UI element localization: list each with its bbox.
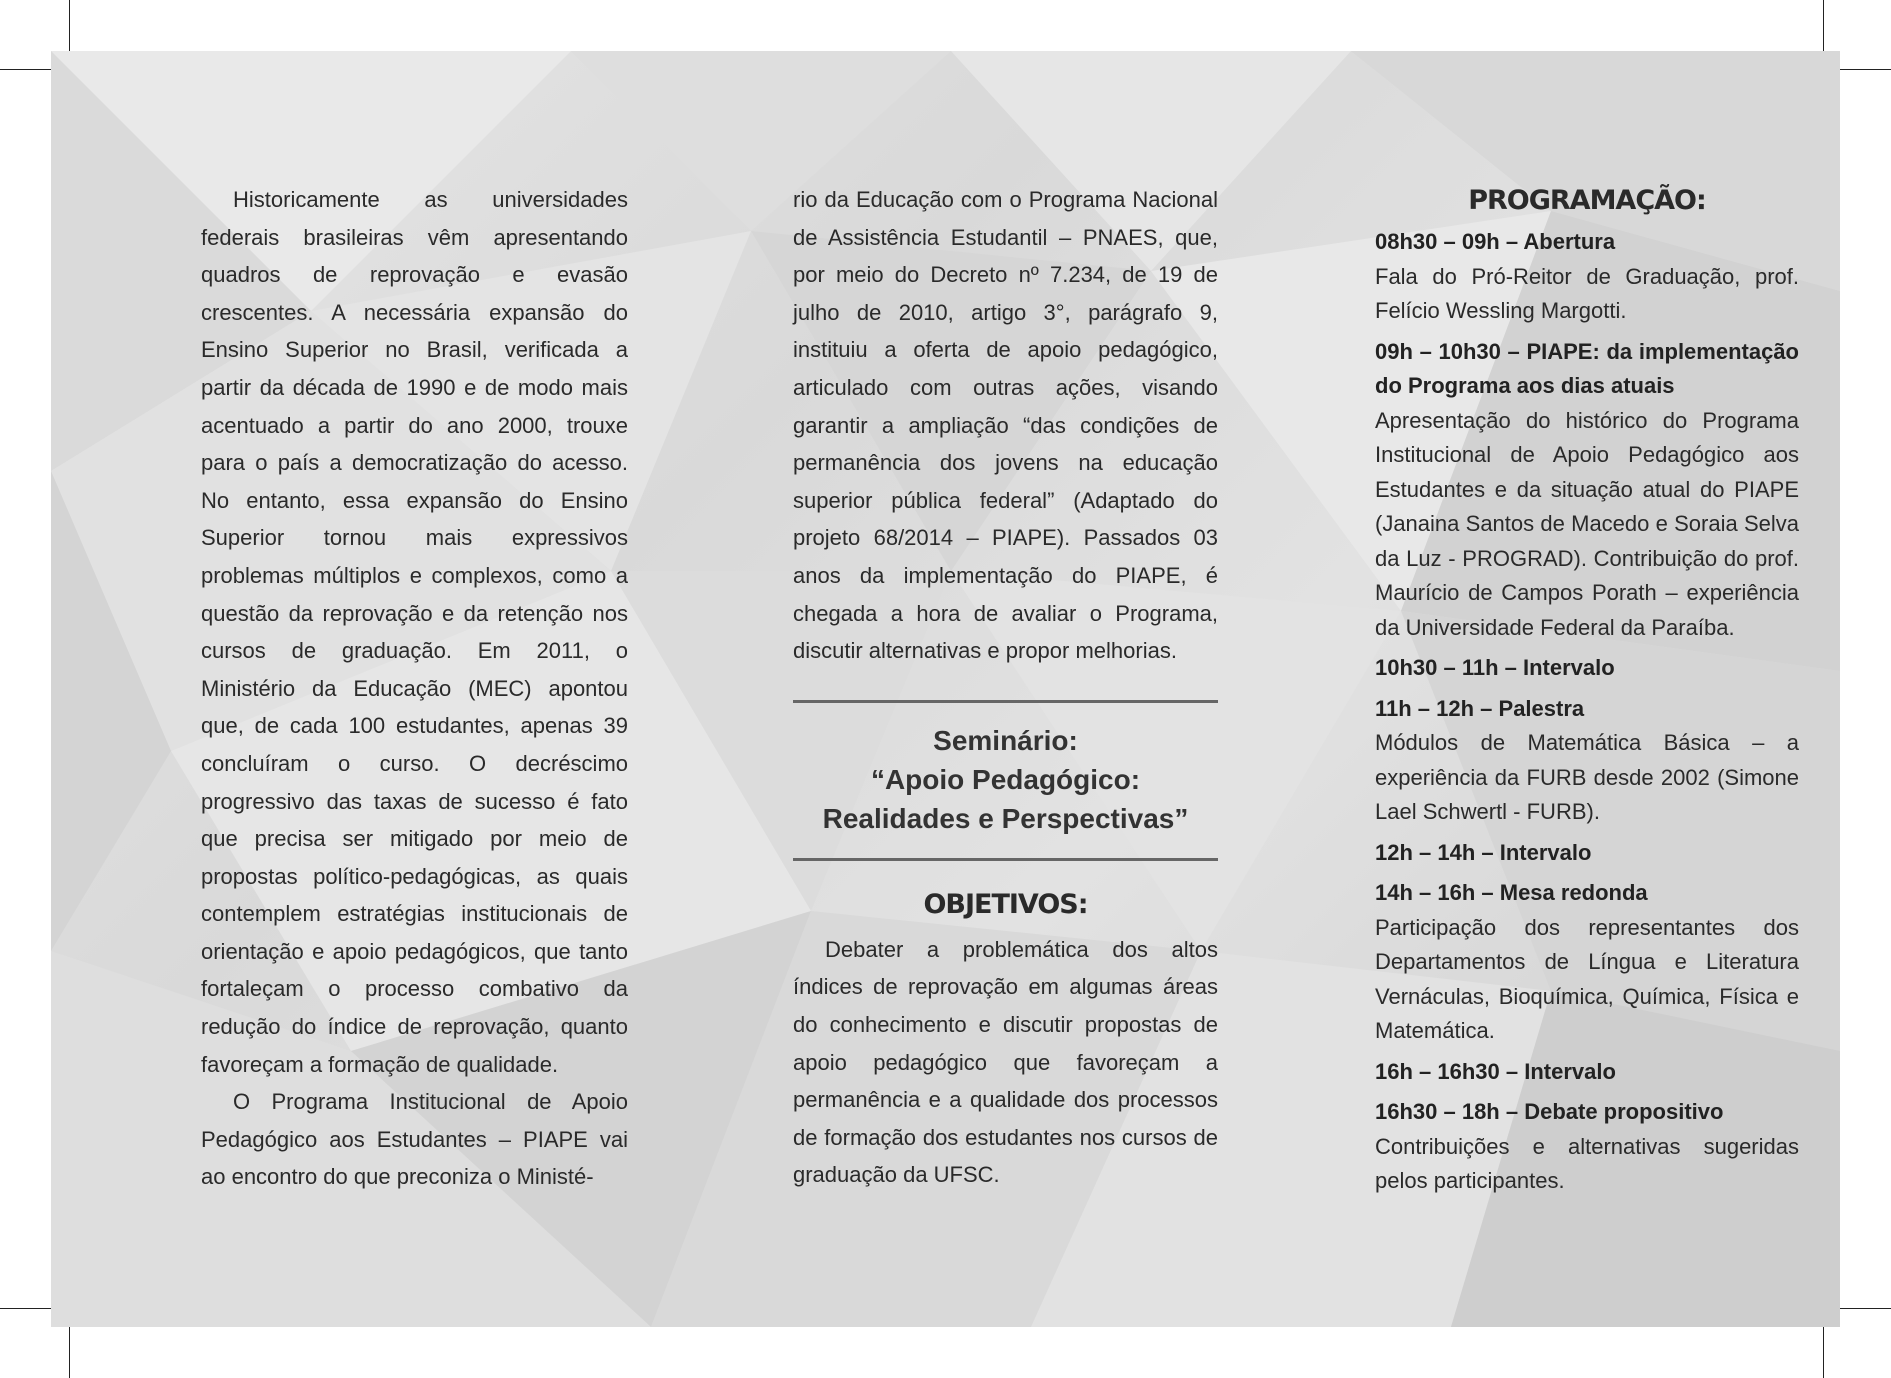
divider	[793, 858, 1218, 861]
crop-mark	[1838, 1308, 1891, 1309]
schedule-item	[1375, 876, 1799, 1049]
schedule-time: 16h30 – 18h – Debate propositivo	[1375, 1099, 1724, 1124]
schedule-description: Contribuições e alternativas sugeridas pelos participantes.	[1375, 1133, 1799, 1193]
schedule-item	[1375, 225, 1799, 329]
intro-paragraph: O Programa Institucional de Apoio Pedagógico aos Estudantes – PIAPE vai ao encontro do que preconiza o Ministé-	[201, 1089, 628, 1190]
schedule-description: Participação dos representantes dos Departamentos de Língua e Literatura Vernáculas, Bioquímica, Química, Física e Matemática.	[1375, 914, 1799, 1043]
schedule-description: Módulos de Matemática Básica – a experiência da FURB desde 2002 (Simone Lael Schwertl - FURB).	[1375, 730, 1799, 824]
schedule-item	[1375, 836, 1799, 871]
crop-mark	[69, 1322, 70, 1378]
intro-column	[201, 181, 628, 1196]
program-column	[1375, 181, 1799, 1205]
schedule-item	[1375, 1095, 1799, 1199]
crop-mark	[0, 69, 56, 70]
schedule-time: 11h – 12h – Palestra	[1375, 695, 1585, 721]
schedule-item	[1375, 692, 1799, 830]
seminar-title-line: Seminário:	[933, 724, 1078, 756]
continuation-paragraph: rio da Educação com o Programa Nacional de Assistência Estudantil – PNAES, que, por meio do Decreto nº 7.234, de 19 de julho de 2010, artigo 3°, parágrafo 9, instituiu a oferta de apoio pedagógico, articulado com outras ações, visando garantir a ampliação “das condições de permanência dos jovens na educação superior pública federal” (Adaptado do projeto 68/2014 – PIAPE). Passados 03 anos da implementação do PIAPE, é chegada a hora de avaliar o Programa, discutir alternativas e propor melhorias.	[793, 187, 1218, 664]
schedule-time: 10h30 – 11h – Intervalo	[1375, 655, 1615, 680]
crop-mark	[69, 0, 70, 56]
schedule-time: 12h – 14h – Intervalo	[1375, 839, 1592, 865]
schedule-item	[1375, 1055, 1799, 1090]
schedule-item	[1375, 651, 1799, 686]
divider	[793, 700, 1218, 703]
schedule-time: 09h – 10h30 – PIAPE: da implementação do Programa aos dias atuais	[1375, 338, 1799, 398]
schedule-time: 08h30 – 09h – Abertura	[1375, 229, 1616, 254]
crop-mark	[1823, 1322, 1824, 1378]
brochure-sheet	[51, 51, 1840, 1327]
objectives-text: Debater a problemática dos altos índices de reprovação em algumas áreas do conhecimento e discutir propostas de apoio pedagógico que favoreçam a permanência e a qualidade dos processos de formação dos estudantes nos cursos de graduação da UFSC.	[793, 936, 1218, 1188]
program-heading: PROGRAMAÇÃO:	[1468, 185, 1706, 216]
intro-paragraph: Historicamente as universidades federais brasileiras vêm apresentando quadros de reprovação e evasão crescentes. A necessária expansão do Ensino Superior no Brasil, verificada a partir da década de 1990 e de modo mais acentuado a partir do ano 2000, trouxe para o país a democratização do acesso. No entanto, essa expansão do Ensino Superior tornou mais expressivos problemas múltiplos e complexos, como a questão da reprovação e da retenção nos cursos de graduação. Em 2011, o Ministério da Educação (MEC) apontou que, de cada 100 estudantes, apenas 39 concluíram o curso. O decréscimo progressivo das taxas de sucesso é fato que precisa ser mitigado por meio de propostas político-pedagógicas, as quais contemplem estratégias institucionais de orientação e apoio pedagógicos, que tanto fortaleçam o processo combativo da redução do índice de reprovação, quanto favoreçam a formação de qualidade.	[201, 187, 628, 1077]
crop-mark	[0, 1308, 56, 1309]
seminar-title	[793, 721, 1218, 838]
crop-mark	[1823, 0, 1824, 56]
schedule-description: Fala do Pró-Reitor de Graduação, prof. Felício Wessling Margotti.	[1375, 263, 1799, 323]
middle-column	[793, 181, 1218, 1194]
schedule-time: 14h – 16h – Mesa redonda	[1375, 880, 1648, 905]
schedule-time: 16h – 16h30 – Intervalo	[1375, 1058, 1616, 1084]
seminar-title-line: Realidades e Perspectivas”	[822, 802, 1189, 834]
crop-mark	[1838, 69, 1891, 70]
seminar-title-line: “Apoio Pedagógico:	[870, 763, 1141, 795]
schedule-item	[1375, 335, 1799, 646]
objectives-heading: OBJETIVOS:	[923, 888, 1088, 920]
schedule-description: Apresentação do histórico do Programa Institucional de Apoio Pedagógico aos Estudantes e da situação atual do PIAPE (Janaina Santos de Macedo e Soraia Selva da Luz - PROGRAD). Contribuição do prof. Maurício de Campos Porath – experiência da Universidade Federal da Paraíba.	[1375, 407, 1799, 640]
